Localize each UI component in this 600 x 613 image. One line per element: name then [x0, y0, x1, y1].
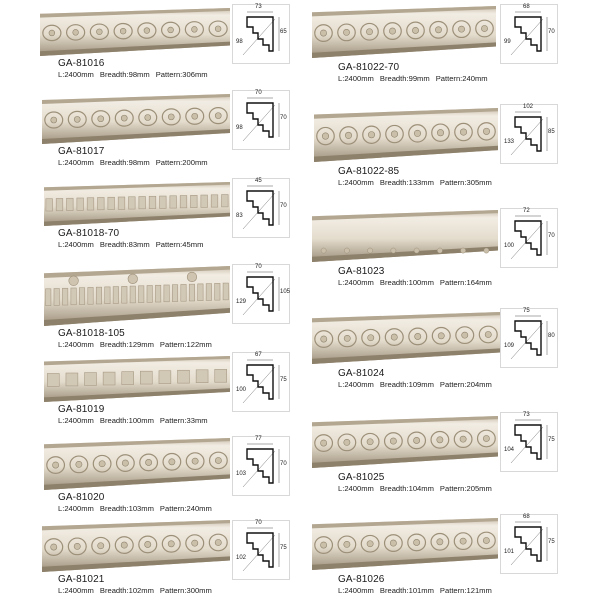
product-code: GA-81023	[338, 266, 385, 277]
product-spec	[58, 586, 218, 595]
product-code: GA-81024	[338, 368, 385, 379]
dimension-right: 65	[280, 29, 287, 35]
cross-section-diagram	[232, 90, 290, 150]
product-item	[0, 264, 300, 359]
spec-length: L:2400mm	[58, 240, 94, 249]
moulding-photo	[312, 6, 496, 58]
product-item	[300, 2, 600, 97]
moulding-photo	[44, 438, 230, 490]
spec-breadth: Breadth:101mm	[379, 586, 434, 595]
moulding-photo	[314, 108, 498, 162]
dimension-diagonal: 102	[236, 555, 247, 561]
spec-breadth: Breadth:99mm	[379, 74, 430, 83]
product-item	[0, 352, 300, 447]
product-spec	[58, 340, 218, 349]
product-code: GA-81022-85	[338, 166, 400, 177]
dimension-top: 70	[255, 90, 262, 96]
spec-breadth: Breadth:104mm	[379, 484, 434, 493]
product-spec	[58, 240, 209, 249]
product-code: GA-81020	[58, 492, 105, 503]
moulding-photo	[44, 266, 230, 326]
spec-length: L:2400mm	[338, 74, 374, 83]
product-item	[300, 104, 600, 199]
product-spec	[338, 278, 498, 287]
product-code: GA-81025	[338, 472, 385, 483]
dimension-top: 72	[523, 208, 530, 214]
dimension-top: 70	[255, 520, 262, 526]
dimension-right: 85	[548, 129, 555, 135]
cross-section-diagram	[500, 412, 558, 472]
cross-section-diagram	[500, 514, 558, 574]
moulding-photo	[44, 182, 230, 226]
catalog-column-left	[0, 0, 300, 600]
product-spec	[58, 158, 214, 167]
cross-section-diagram	[500, 4, 558, 64]
spec-length: L:2400mm	[58, 504, 94, 513]
dimension-right: 70	[280, 115, 287, 121]
cross-section-diagram	[232, 4, 290, 64]
product-code: GA-81022-70	[338, 62, 400, 73]
dimension-diagonal: 83	[236, 213, 243, 219]
product-item	[0, 518, 300, 613]
spec-length: L:2400mm	[338, 178, 374, 187]
spec-pattern: Pattern:121mm	[439, 586, 492, 595]
dimension-top: 73	[255, 4, 262, 10]
dimension-top: 73	[523, 412, 530, 418]
cross-section-diagram	[232, 520, 290, 580]
spec-length: L:2400mm	[58, 70, 94, 79]
spec-pattern: Pattern:305mm	[439, 178, 492, 187]
spec-pattern: Pattern:300mm	[159, 586, 212, 595]
dimension-diagonal: 109	[504, 343, 515, 349]
dimension-right: 80	[548, 333, 555, 339]
spec-breadth: Breadth:109mm	[379, 380, 434, 389]
moulding-photo	[312, 518, 498, 570]
product-item	[0, 2, 300, 97]
dimension-right: 70	[280, 461, 287, 467]
spec-pattern: Pattern:33mm	[159, 416, 208, 425]
spec-length: L:2400mm	[338, 278, 374, 287]
dimension-right: 70	[548, 233, 555, 239]
spec-pattern: Pattern:240mm	[159, 504, 212, 513]
spec-length: L:2400mm	[58, 340, 94, 349]
spec-length: L:2400mm	[58, 416, 94, 425]
product-item	[0, 178, 300, 273]
product-code: GA-81016	[58, 58, 105, 69]
moulding-photo	[40, 8, 230, 56]
dimension-diagonal: 100	[236, 387, 247, 393]
dimension-top: 70	[255, 264, 262, 270]
dimension-top: 68	[523, 514, 530, 520]
product-code: GA-81017	[58, 146, 105, 157]
moulding-photo	[42, 520, 230, 572]
product-item	[0, 436, 300, 531]
product-spec	[58, 504, 218, 513]
dimension-right: 75	[280, 377, 287, 383]
spec-length: L:2400mm	[338, 586, 374, 595]
product-item	[300, 514, 600, 609]
dimension-diagonal: 104	[504, 447, 515, 453]
product-code: GA-81018-105	[58, 328, 125, 339]
product-spec	[338, 586, 498, 595]
dimension-diagonal: 133	[504, 139, 515, 145]
spec-pattern: Pattern:122mm	[159, 340, 212, 349]
dimension-top: 68	[523, 4, 530, 10]
spec-length: L:2400mm	[338, 484, 374, 493]
cross-section-diagram	[500, 104, 558, 164]
dimension-right: 105	[280, 289, 291, 295]
spec-length: L:2400mm	[338, 380, 374, 389]
spec-breadth: Breadth:98mm	[99, 158, 150, 167]
spec-pattern: Pattern:164mm	[439, 278, 492, 287]
product-spec	[338, 484, 498, 493]
cross-section-diagram	[232, 436, 290, 496]
spec-breadth: Breadth:102mm	[99, 586, 154, 595]
product-code: GA-81019	[58, 404, 105, 415]
spec-pattern: Pattern:205mm	[439, 484, 492, 493]
moulding-photo	[44, 356, 230, 402]
product-spec	[338, 74, 494, 83]
dimension-diagonal: 98	[236, 125, 243, 131]
spec-breadth: Breadth:133mm	[379, 178, 434, 187]
moulding-photo	[312, 312, 500, 364]
product-code: GA-81026	[338, 574, 385, 585]
product-item	[300, 208, 600, 303]
dimension-diagonal: 129	[236, 299, 247, 305]
dimension-top: 67	[255, 352, 262, 358]
moulding-photo	[312, 210, 498, 262]
product-spec	[58, 416, 214, 425]
moulding-photo	[312, 416, 498, 468]
product-code: GA-81021	[58, 574, 105, 585]
spec-breadth: Breadth:98mm	[99, 70, 150, 79]
dimension-right: 75	[548, 437, 555, 443]
product-code: GA-81018-70	[58, 228, 120, 239]
cross-section-diagram	[232, 352, 290, 412]
spec-pattern: Pattern:240mm	[435, 74, 488, 83]
dimension-diagonal: 101	[504, 549, 515, 555]
dimension-diagonal: 103	[236, 471, 247, 477]
spec-breadth: Breadth:100mm	[379, 278, 434, 287]
product-spec	[338, 380, 498, 389]
spec-pattern: Pattern:45mm	[155, 240, 204, 249]
spec-breadth: Breadth:103mm	[99, 504, 154, 513]
dimension-right: 75	[280, 545, 287, 551]
dimension-top: 102	[523, 104, 534, 110]
dimension-top: 75	[523, 308, 530, 314]
spec-length: L:2400mm	[58, 158, 94, 167]
cross-section-diagram	[500, 308, 558, 368]
moulding-photo	[42, 94, 230, 144]
spec-breadth: Breadth:83mm	[99, 240, 150, 249]
dimension-diagonal: 99	[504, 39, 511, 45]
product-item	[0, 90, 300, 185]
dimension-top: 77	[255, 436, 262, 442]
product-spec	[338, 178, 498, 187]
product-item	[300, 308, 600, 403]
spec-breadth: Breadth:129mm	[99, 340, 154, 349]
dimension-top: 45	[255, 178, 262, 184]
dimension-right: 75	[548, 539, 555, 545]
spec-length: L:2400mm	[58, 586, 94, 595]
spec-pattern: Pattern:204mm	[439, 380, 492, 389]
spec-pattern: Pattern:306mm	[155, 70, 208, 79]
spec-breadth: Breadth:100mm	[99, 416, 154, 425]
product-spec	[58, 70, 214, 79]
dimension-right: 70	[280, 203, 287, 209]
cross-section-diagram	[500, 208, 558, 268]
cross-section-diagram	[232, 178, 290, 238]
dimension-diagonal: 98	[236, 39, 243, 45]
spec-pattern: Pattern:200mm	[155, 158, 208, 167]
cross-section-diagram	[232, 264, 290, 324]
product-item	[300, 412, 600, 507]
dimension-right: 70	[548, 29, 555, 35]
catalog-column-right	[300, 0, 600, 600]
dimension-diagonal: 100	[504, 243, 515, 249]
